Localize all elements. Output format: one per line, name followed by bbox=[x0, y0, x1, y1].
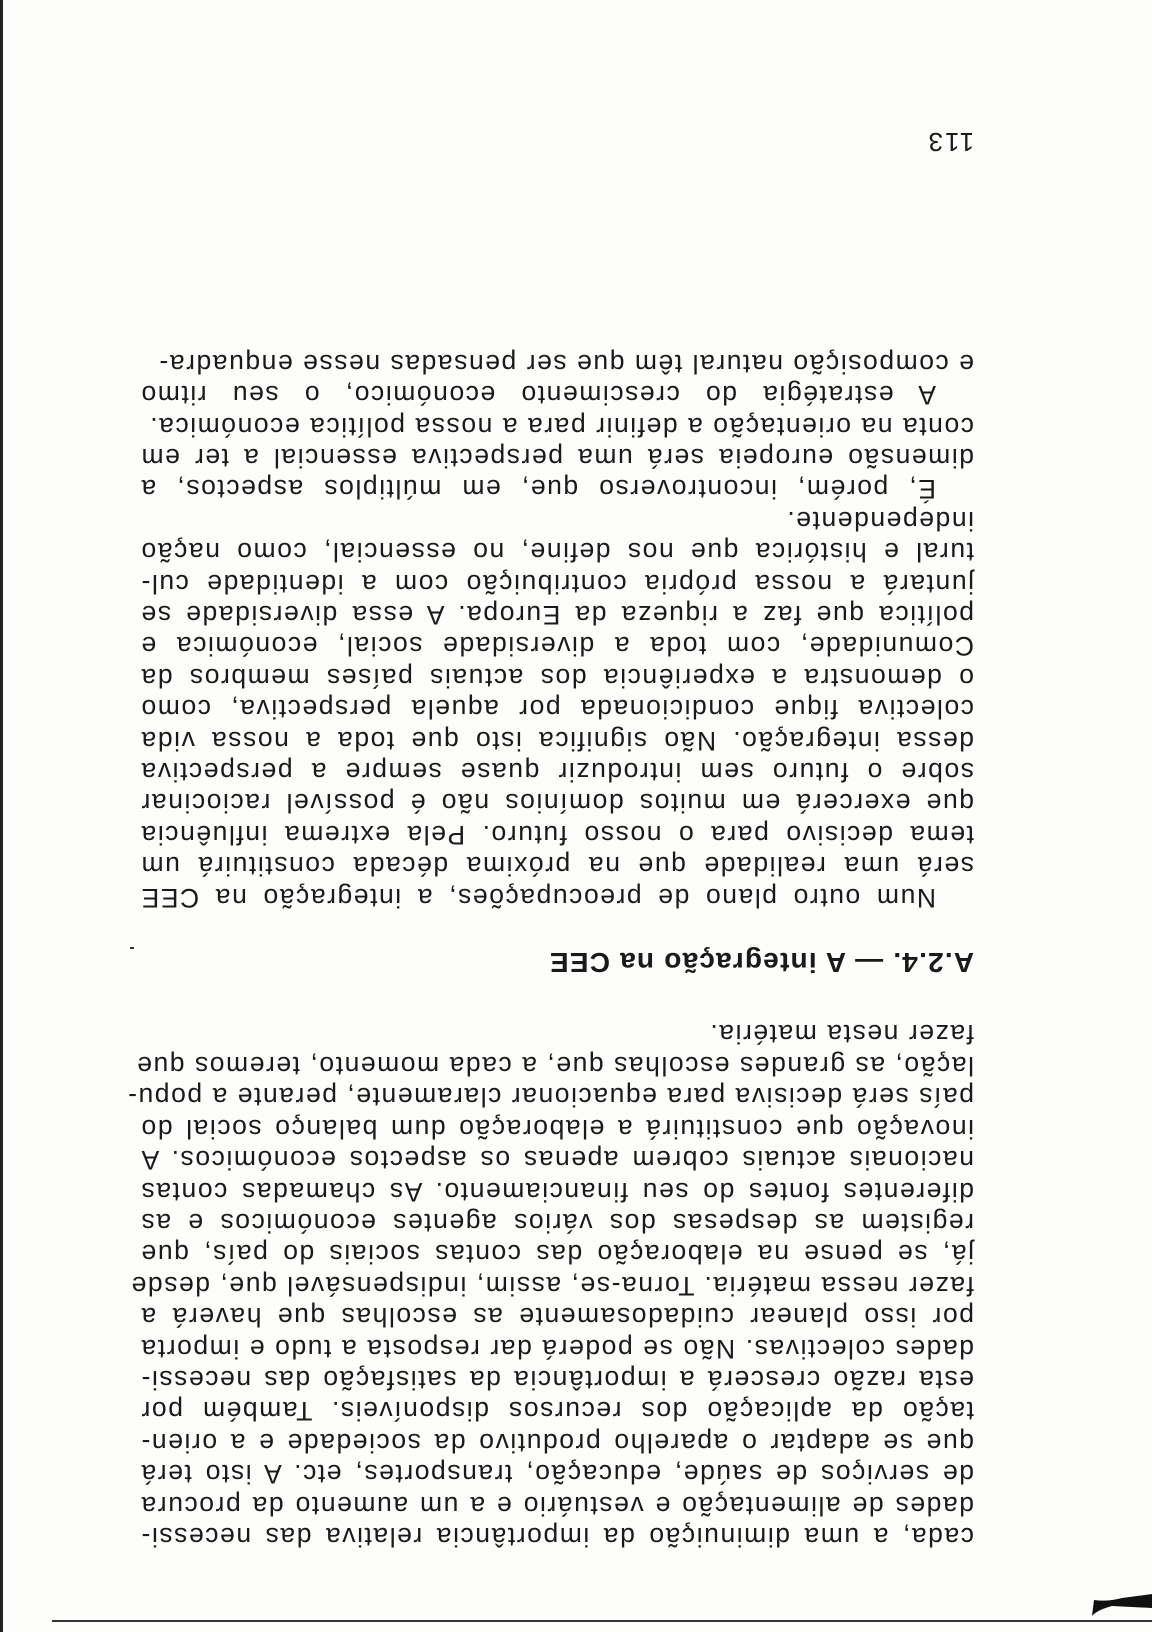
page-edge-line bbox=[0, 0, 3, 1632]
text-line: sobre o futuro sem introduzir quase sempre a perspectiva bbox=[140, 757, 974, 788]
text-line: dades de alimentação e vestuário e a um aumento da procura bbox=[140, 1490, 974, 1521]
section-heading: A.2.4. — A integração na CEE bbox=[548, 947, 974, 979]
text-line: já, se pense na elaboração das contas sociais do país, que bbox=[140, 1239, 974, 1270]
text-line: É, porém, incontroverso que, em múltiplos aspectos, a bbox=[140, 474, 936, 505]
body-text bbox=[126, 347, 974, 1552]
text-line: dimensão europeia será uma perspectiva essencial a ter em bbox=[140, 443, 974, 473]
text-line: esta razão crescerá a importância da satisfação das necessi- bbox=[140, 1364, 974, 1395]
text-line: que se adaptar o aparelho produtivo da sociedade e a orien- bbox=[140, 1427, 974, 1458]
text-line: que exercerá em muitos domínios não é possível raciocinar bbox=[140, 788, 974, 819]
text-line: independente. bbox=[785, 505, 974, 536]
paragraph-1 bbox=[126, 1018, 974, 1552]
text-line: dades colectivas. Não se poderá dar resposta a tudo e importa bbox=[140, 1333, 974, 1364]
text-line: conta na orientação a definir para a nossa política económica. bbox=[148, 411, 974, 442]
text-line: A estratégia do crescimento económico, o seu ritmo bbox=[140, 380, 936, 411]
text-line: tural e histórica que nos define, no essencial, como nação bbox=[140, 537, 974, 568]
paragraph-3 bbox=[140, 410, 974, 504]
page-top-line bbox=[52, 1620, 1152, 1622]
text-line: juntará a nossa própria contribuição com a identidade cul- bbox=[140, 568, 974, 599]
text-line: fazer nesta matéria. bbox=[708, 1019, 974, 1050]
text-line: registem as despesas dos vários agentes económicos e as bbox=[140, 1207, 974, 1238]
text-line: cada, a uma diminuição da importância relativa das necessi- bbox=[140, 1522, 974, 1552]
text-line: diferentes fontes do seu financiamento. As chamadas contas bbox=[140, 1176, 974, 1207]
text-line: país será decisiva para equacionar claramente, perante a popu- bbox=[126, 1082, 974, 1113]
text-line: política que faz a riqueza da Europa. A essa diversidade se bbox=[140, 600, 974, 631]
stray-mark bbox=[130, 947, 134, 949]
text-line: nacionais actuais cobrem apenas os aspectos económicos. A bbox=[140, 1145, 974, 1176]
text-line: dessa integração. Não significa isto que toda a nossa vida bbox=[140, 725, 974, 756]
text-line: por isso planear cuidadosamente as escolhas que haverá a bbox=[140, 1302, 974, 1333]
text-line: tação da aplicação dos recursos disponíveis. Também por bbox=[140, 1396, 974, 1427]
text-line: o demonstra a experiência dos actuais países membros da bbox=[140, 662, 974, 693]
text-line: Num outro plano de preocupações, a integração na CEE bbox=[140, 882, 936, 913]
text-line: tema decisivo para o nosso futuro. Pela extrema influência bbox=[140, 819, 974, 850]
corner-mark bbox=[1092, 1580, 1152, 1620]
text-line: e composição natural têm que ser pensadas nesse enquadra- bbox=[157, 348, 974, 379]
page-number: 113 bbox=[926, 127, 974, 157]
text-line: lação, as grandes escolhas que, a cada momento, teremos que bbox=[135, 1050, 974, 1081]
text-line: colectiva fique condicionada por aquela perspectiva, como bbox=[140, 694, 974, 725]
text-line: de serviços de saúde, educação, transportes, etc. A isto terá bbox=[140, 1459, 974, 1490]
text-line: Comunidade, com toda a diversidade social, económica e bbox=[140, 631, 974, 662]
text-line: inovação que constituirá a elaboração dum balanço social do bbox=[140, 1113, 974, 1144]
text-line: será uma realidade que na próxima década constituirá um bbox=[140, 851, 974, 882]
paragraph-4 bbox=[140, 347, 974, 410]
paragraph-2 bbox=[140, 504, 974, 912]
text-line: fazer nessa matéria. Torna-se, assim, indispensável que, desde bbox=[130, 1270, 974, 1301]
